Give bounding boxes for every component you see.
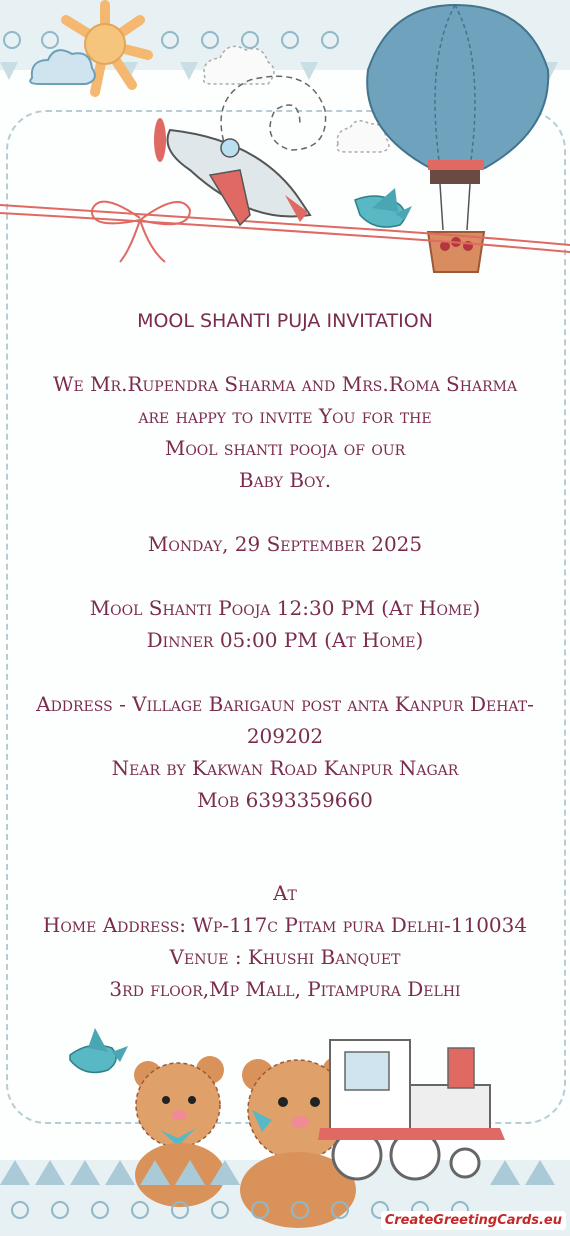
cloud-outline-icon: [204, 46, 389, 152]
event-date: Monday, 29 September 2025: [147, 532, 423, 556]
schedule-block: [0, 592, 570, 656]
toy-train-icon: [318, 1040, 505, 1179]
top-spiral-border: [4, 32, 338, 48]
title-text: MOOL SHANTI PUJA INVITATION: [137, 310, 433, 332]
intro-block: [0, 368, 570, 496]
venue-line: At: [273, 881, 297, 905]
intro-line: Baby Boy.: [238, 468, 332, 492]
schedule-line: Dinner 05:00 PM (At Home): [146, 628, 424, 652]
venue-line: Venue : Khushi Banquet: [169, 945, 401, 969]
venue-block: [0, 877, 570, 1005]
address-block: [0, 688, 570, 816]
intro-line: We Mr.Rupendra Sharma and Mrs.Roma Sharma: [52, 372, 518, 396]
venue-line: 3rd floor,Mp Mall, Pitampura Delhi: [109, 977, 461, 1001]
address-line: Near by Kakwan Road Kanpur Nagar: [111, 756, 459, 780]
date-block: [0, 528, 570, 560]
cloud-icon: [30, 50, 95, 84]
bird-icon: [355, 188, 412, 227]
airplane-icon: [154, 118, 310, 225]
venue-line: Home Address: Wp-117c Pitam pura Delhi-110034: [42, 913, 528, 937]
mobile-number: Mob 6393359660: [197, 788, 373, 812]
intro-line: are happy to invite You for the: [138, 404, 432, 428]
bird-left-icon: [70, 1028, 128, 1072]
ribbon-bow-icon: [92, 202, 190, 262]
address-line: Address - Village Barigaun post anta Kanpur Dehat-: [36, 692, 534, 716]
invitation-title: [0, 305, 570, 337]
hot-air-balloon-icon: [367, 5, 548, 272]
watermark-logo[interactable]: CreateGreetingCards.eu: [381, 1211, 566, 1230]
address-line: 209202: [246, 724, 324, 748]
intro-line: Mool shanti pooja of our: [164, 436, 406, 460]
schedule-line: Mool Shanti Pooja 12:30 PM (At Home): [89, 596, 481, 620]
